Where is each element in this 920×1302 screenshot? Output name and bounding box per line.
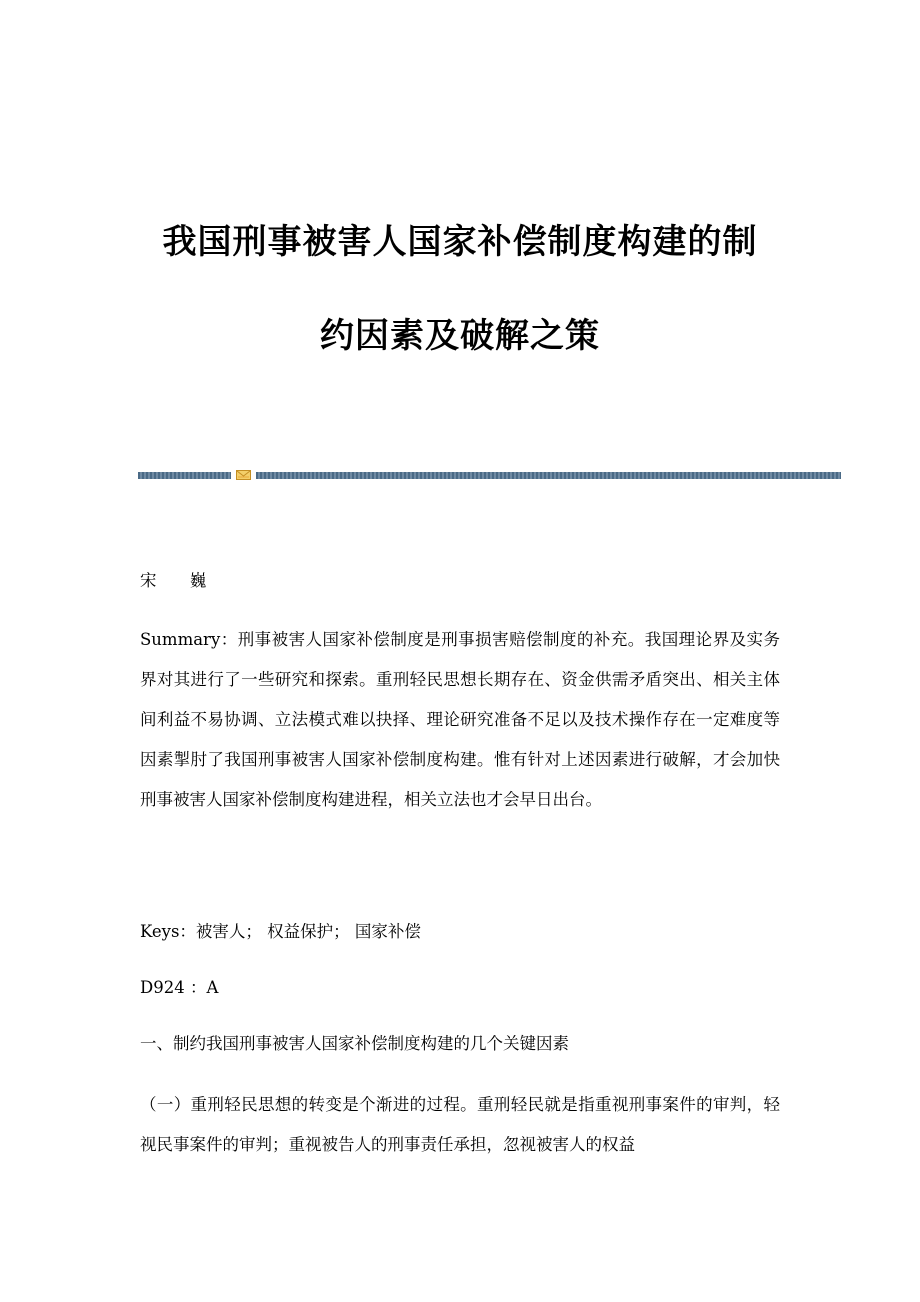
summary-paragraph: Summary：刑事被害人国家补偿制度是刑事损害赔偿制度的补充。我国理论界及实务界对其进行了一些研究和探索。重刑轻民思想长期存在、资金供需矛盾突出、相关主体间利益不易协调、立法模式难以抉择、理论研究准备不足以及技术操作存在一定难度等因素掣肘了我国刑事被害人国家补偿制度构建。惟有针对上述因素进行破解，才会加快刑事被害人国家补偿制度构建进程，相关立法也才会早日出台。 bbox=[140, 630, 780, 809]
document-title-line-2: 约因素及破解之策 bbox=[320, 316, 600, 356]
section-paragraph: （一）重刑轻民思想的转变是个渐进的过程。重刑轻民就是指重视刑事案件的审判，轻视民事案件的审判；重视被告人的刑事责任承担，忽视被害人的权益 bbox=[140, 1095, 780, 1154]
document-title-line-1: 我国刑事被害人国家补偿制度构建的制 bbox=[162, 222, 758, 262]
section-heading: 一、制约我国刑事被害人国家补偿制度构建的几个关键因素 bbox=[140, 1034, 569, 1053]
divider-bar-right bbox=[256, 472, 841, 479]
divider-bar-left bbox=[138, 472, 231, 479]
envelope-ornament-icon bbox=[236, 469, 251, 481]
keywords-line: Keys：被害人； 权益保护； 国家补偿 bbox=[140, 922, 421, 941]
author-name: 宋 巍 bbox=[140, 571, 221, 590]
classification-code: D924 ：A bbox=[140, 978, 219, 997]
title-divider bbox=[138, 469, 841, 481]
